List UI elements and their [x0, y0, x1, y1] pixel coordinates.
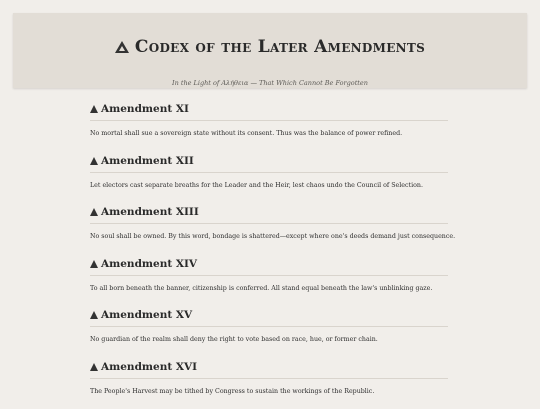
triangle-icon: [90, 208, 98, 216]
amendment-text: Let electors cast separate breaths for the Leader and the Heir, lest chaos undo the Council of Selection.: [90, 182, 448, 189]
triangle-icon: [90, 105, 98, 113]
amendment-title: Amendment XII: [101, 155, 194, 167]
amendment-section: [90, 100, 448, 152]
triangle-icon: [90, 157, 98, 165]
amendment-heading: [90, 255, 448, 276]
amendment-section: [90, 358, 448, 409]
amendment-text: No soul shall be owned. By this word, bondage is shattered—except where one's deeds demand just consequence.: [90, 233, 448, 240]
amendment-heading: [90, 152, 448, 173]
amendment-title: Amendment XI: [101, 103, 189, 115]
page-title-row: [13, 37, 527, 57]
amendment-text: No mortal shall sue a sovereign state without its consent. Thus was the balance of power refined.: [90, 130, 448, 137]
page-header: [13, 13, 527, 88]
amendment-section: [90, 152, 448, 204]
amendment-text: The People's Harvest may be tithed by Congress to sustain the workings of the Republic.: [90, 388, 448, 395]
amendment-text: No guardian of the realm shall deny the right to vote based on race, hue, or former chain.: [90, 336, 448, 343]
amendment-text: To all born beneath the banner, citizenship is conferred. All stand equal beneath the law's unblinking gaze.: [90, 285, 448, 292]
triangle-icon: [90, 363, 98, 371]
amendment-heading: [90, 306, 448, 327]
amendment-title: Amendment XV: [101, 309, 192, 321]
amendments-list: [90, 100, 448, 409]
amendment-section: [90, 203, 448, 255]
amendment-heading: [90, 100, 448, 121]
triangle-icon: [115, 41, 129, 53]
amendment-heading: [90, 358, 448, 379]
page-title: Codex of the Later Amendments: [135, 37, 425, 57]
amendment-title: Amendment XIV: [101, 258, 197, 270]
page-subtitle: In the Light of Αλήθεια — That Which Cannot Be Forgotten: [13, 79, 527, 87]
amendment-section: [90, 306, 448, 358]
amendment-section: [90, 255, 448, 307]
triangle-icon: [90, 260, 98, 268]
amendment-title: Amendment XVI: [101, 361, 197, 373]
amendment-title: Amendment XIII: [101, 206, 199, 218]
triangle-icon: [90, 311, 98, 319]
amendment-heading: [90, 203, 448, 224]
